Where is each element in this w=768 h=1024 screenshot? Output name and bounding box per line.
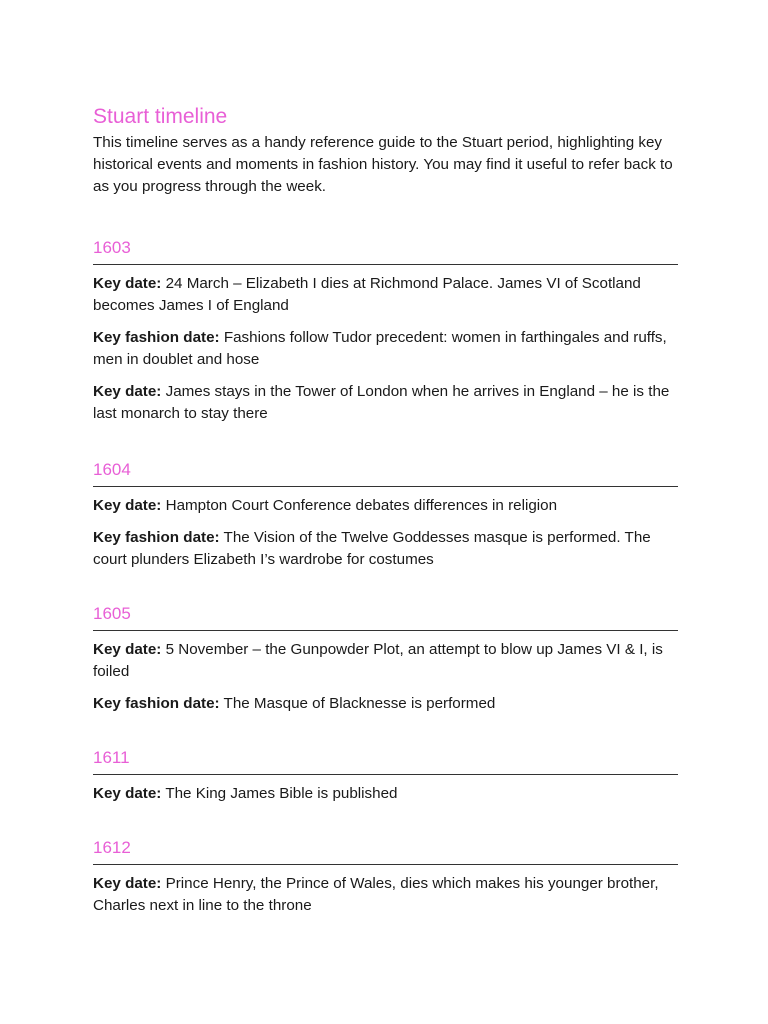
section-1603 <box>93 237 678 425</box>
entry-text: The Masque of Blacknesse is performed <box>219 695 496 712</box>
entry-label: Key date: <box>93 875 162 892</box>
section-1604 <box>93 459 678 571</box>
document-page <box>93 104 678 927</box>
entry-text: The Vision of the Twelve Goddesses masque is performed. The court plunders Elizabeth I’s wardrobe for costumes <box>93 529 651 568</box>
entry-label: Key fashion date: <box>93 695 220 712</box>
entry-label: Key date: <box>93 785 162 802</box>
section-1612 <box>93 837 678 917</box>
year-heading: 1611 <box>93 747 678 775</box>
entry-text: Hampton Court Conference debates differences in religion <box>161 497 558 514</box>
timeline-entry <box>93 273 678 317</box>
page-title: Stuart timeline <box>93 105 228 128</box>
intro-paragraph: This timeline serves as a handy reference guide to the Stuart period, highlighting key historical events and moments in fashion history. You may find it useful to refer back to as you progress through the week. <box>93 134 673 195</box>
year-heading: 1605 <box>93 603 678 631</box>
timeline-entry <box>93 873 678 917</box>
entry-label: Key date: <box>93 275 162 292</box>
entry-label: Key date: <box>93 497 162 514</box>
entry-text: James stays in the Tower of London when he arrives in England – he is the last monarch to stay there <box>93 383 670 422</box>
entry-text: 24 March – Elizabeth I dies at Richmond Palace. James VI of Scotland becomes James I of England <box>93 275 641 314</box>
timeline-entry <box>93 495 678 517</box>
year-heading: 1603 <box>93 237 678 265</box>
timeline-entry <box>93 381 678 425</box>
timeline-entry <box>93 527 678 571</box>
year-heading: 1604 <box>93 459 678 487</box>
timeline-entry <box>93 783 678 805</box>
entry-text: Prince Henry, the Prince of Wales, dies which makes his younger brother, Charles next in line to the throne <box>93 875 659 914</box>
entry-label: Key fashion date: <box>93 329 220 346</box>
entry-label: Key date: <box>93 641 162 658</box>
section-1611 <box>93 747 678 805</box>
entry-label: Key date: <box>93 383 162 400</box>
entry-label: Key fashion date: <box>93 529 220 546</box>
entry-text: Fashions follow Tudor precedent: women in farthingales and ruffs, men in doublet and hose <box>93 329 667 368</box>
section-1605 <box>93 603 678 715</box>
year-heading: 1612 <box>93 837 678 865</box>
timeline-entry <box>93 639 678 683</box>
timeline-entry <box>93 327 678 371</box>
timeline-entry <box>93 693 678 715</box>
entry-text: 5 November – the Gunpowder Plot, an attempt to blow up James VI & I, is foiled <box>93 641 663 680</box>
entry-text: The King James Bible is published <box>161 785 398 802</box>
